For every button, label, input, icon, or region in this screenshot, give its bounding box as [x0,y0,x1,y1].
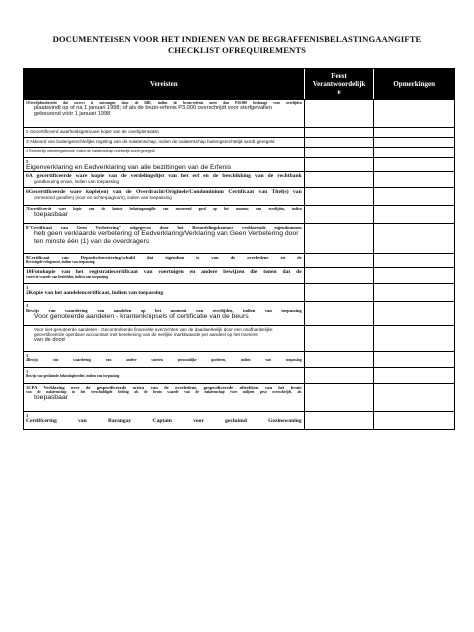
requirement-cell [24,284,305,301]
responsible-cell[interactable] [305,284,375,301]
table-row [24,127,454,137]
header-vereisten: Vereisten [24,69,305,99]
requirement-cell [24,268,305,283]
responsible-cell[interactable] [305,158,375,171]
table-row [24,383,454,411]
responsible-cell[interactable] [305,352,375,367]
requirement-cell [24,352,305,367]
requirement-text: Bewijs van waardering van aandelen op het moment van overlijden, indien van toepassing [26,308,302,314]
requirement-text: correcte waarde van bezittiden, indien van toepassing [26,275,109,280]
responsible-cell[interactable] [305,224,375,253]
requirement-text: goedkeuring ervan, indien van toepassing [34,179,120,185]
table-row [24,99,454,127]
requirement-text: heb geen verklaarde verbetering of Eedverklaring/Verklaring van Geen Verbetering door [34,230,299,238]
requirement-cell [24,138,305,147]
remarks-cell[interactable] [374,254,454,267]
remarks-cell[interactable] [374,368,454,383]
responsible-cell[interactable] [305,384,375,411]
remarks-cell[interactable] [374,412,454,429]
document-subtitle: CHECKLIST OFREQUIREMENTS [167,45,307,55]
requirement-cell [24,148,305,157]
requirement-text: toepasbaar [34,394,69,402]
table-row [24,137,454,147]
requirement-text: 2Kopie van het aandelencertificaat, indien van toepassing [26,290,164,297]
remarks-cell[interactable] [374,138,454,147]
requirement-text: 9Certificaat van Deposito/investering/schuld dat eigendom is van de overledene en de [26,255,302,260]
header-feest-line3: e [337,88,341,96]
requirement-cell [24,100,305,127]
requirement-text: 1 [26,369,29,374]
table-row [24,367,454,383]
requirement-cell [24,172,305,187]
remarks-cell[interactable] [374,302,454,325]
remarks-cell[interactable] [374,384,454,411]
requirement-text: Bevestigde echtgenoot, indien van toepassing [26,260,95,265]
remarks-cell[interactable] [374,148,454,157]
responsible-cell[interactable] [305,148,375,157]
responsible-cell[interactable] [305,128,375,137]
header-feest-line1: Feest [331,72,347,80]
responsible-cell[interactable] [305,268,375,283]
requirement-text: 4 Rechterlijk uitvoeringsbesluit, indien de nalatenschap rechterlijk wordt geregeld [26,149,155,153]
remarks-cell[interactable] [374,128,454,137]
remarks-cell[interactable] [374,100,454,127]
requirement-cell [24,326,305,351]
requirement-text: 7Gecertificeerde ware kopie van de laatste belastingaangifte van onroerend goed op het moment van overlijden, indien [26,207,302,211]
requirement-text: 1CPA Verklaring over de gespecificeerde activa van de overledene, gespecificeerde aftrekken van het bruto [26,385,302,390]
table-row [24,283,454,301]
remarks-cell[interactable] [374,158,454,171]
requirement-text: van de dood [34,337,65,344]
remarks-cell[interactable] [374,352,454,367]
responsible-cell[interactable] [305,326,375,351]
requirement-text: gebeurend vóór 1 januari 1998 [34,111,111,118]
requirement-cell [24,302,305,325]
remarks-cell[interactable] [374,188,454,205]
remarks-cell[interactable] [374,284,454,301]
remarks-cell[interactable] [374,268,454,283]
remarks-cell[interactable] [374,224,454,253]
table-row [24,267,454,283]
table-row [24,325,454,351]
requirement-cell [24,206,305,223]
header-opmerkingen: Opmerkingen [393,80,435,88]
responsible-cell[interactable] [305,188,375,205]
table-row [24,171,454,187]
requirement-cell [24,412,305,429]
remarks-cell[interactable] [374,172,454,187]
table-row [24,223,454,253]
requirement-cell [24,158,305,171]
requirement-text: toepasbaar [34,211,69,219]
responsible-cell[interactable] [305,206,375,223]
requirement-text: 1 [26,303,29,308]
requirement-text: van de nalatenschap in het verschuldigde bedrag als de bruto waarde van de nalatenschap twee miljoen peso overschrijdt, als [26,390,302,395]
requirement-cell [24,368,305,383]
requirement-text: 8"Certificaat van Geen Verbetering" uitgegeven door het Beoordelingskantoor verklarende eigendommen [26,225,302,230]
responsible-cell[interactable] [305,368,375,383]
table-row [24,205,454,223]
requirements-table [23,68,455,430]
table-row [24,187,454,205]
requirement-text: 2 Gecertificeerd waarheidsgetrouwe kopie van de overlijdensakte [26,129,159,134]
responsible-cell[interactable] [305,100,375,127]
requirement-text: 3 Akkoord van buitengerechtelijke regeling van de nalatenschap, indien de nalatenschap buitengerechtelijk wordt geregeld [26,139,275,144]
requirement-text: 6Gecertificeerde ware kopie(en) van de Overdracht/Originele/Condominium Certificaat van Titel(s) van [26,189,302,195]
responsible-cell[interactable] [305,138,375,147]
responsible-cell[interactable] [305,172,375,187]
requirement-cell [24,224,305,253]
requirement-cell [24,188,305,205]
table-row [24,411,454,429]
table-row [24,351,454,367]
remarks-cell[interactable] [374,206,454,223]
requirement-text: onroerend goedlen) (voor en achterpagina's), indien van toepassing [34,195,172,201]
header-verantwoordelijke [305,69,375,99]
requirement-text: Eigenverklaring en Eedverklaring van alle bezittingen van de Erfenis [26,164,232,171]
requirement-text: Certificering van Barangay Captain voor gecluimd Gezinswoning [26,418,302,425]
requirement-text: 1Overlijdensbericht dat correct is ontvangen door de BIR, indien de bruto-erfenis meer dan P20.000 bedraagt voor overlijden [26,101,302,105]
requirement-text: gecertificeerde openbare accountant met berekening van de eerlijke marktwaarde per aandeel op het moment [34,332,258,338]
requirement-cell [24,128,305,137]
requirement-text: ten minste één (1) van de overdragers [34,237,150,245]
requirement-text: Voor genoteerde aandelen - krantenknipsels of certificatie van de beurs [34,313,249,321]
table-row [24,253,454,267]
requirement-text: 10Fotokopie van het registratiecertificaat van voertuigen en andere bewijzen die tonen dat de [26,269,302,275]
requirement-text: 1 [26,413,29,418]
header-feest-line2: Verantwoordelijk [312,80,366,88]
responsible-cell[interactable] [305,254,375,267]
requirement-text: 1 [26,353,29,358]
requirement-text: 4Bewijs van waardering van andere soorten persoonlijke goederen, indien van toepassing [26,358,302,363]
requirement-text: 6A gecertificeerde ware kopie van de verdelingslijst van het erf en de beschikking van de rechtbank [26,173,302,179]
requirement-text: Voor niet-genoteerde aandelen - Gecontroleerde financiële overzichten van de daadwerkelijk door een onafhankelijke [34,327,273,332]
document-title: DOCUMENTEISEN VOOR HET INDIENEN VAN DE BEGRAFFENISBELASTINGAANGIFTE [52,34,422,44]
responsible-cell[interactable] [305,302,375,325]
remarks-cell[interactable] [374,326,454,351]
requirement-text: Bewijs van geclaimde belastingkrediet, indien van toepassing [26,374,120,379]
table-row [24,157,454,171]
requirement-cell [24,254,305,267]
table-row [24,147,454,157]
table-header [24,69,454,99]
requirement-cell [24,384,305,411]
requirement-text: plaatsvindt op of na 1 januari 1998; of als de bruto-erfenis P3.000 overschrijdt voor sterfgevallen [34,105,272,112]
responsible-cell[interactable] [305,412,375,429]
table-row [24,301,454,325]
requirement-text: 5 [26,159,29,164]
requirement-text: 1 [26,285,29,290]
